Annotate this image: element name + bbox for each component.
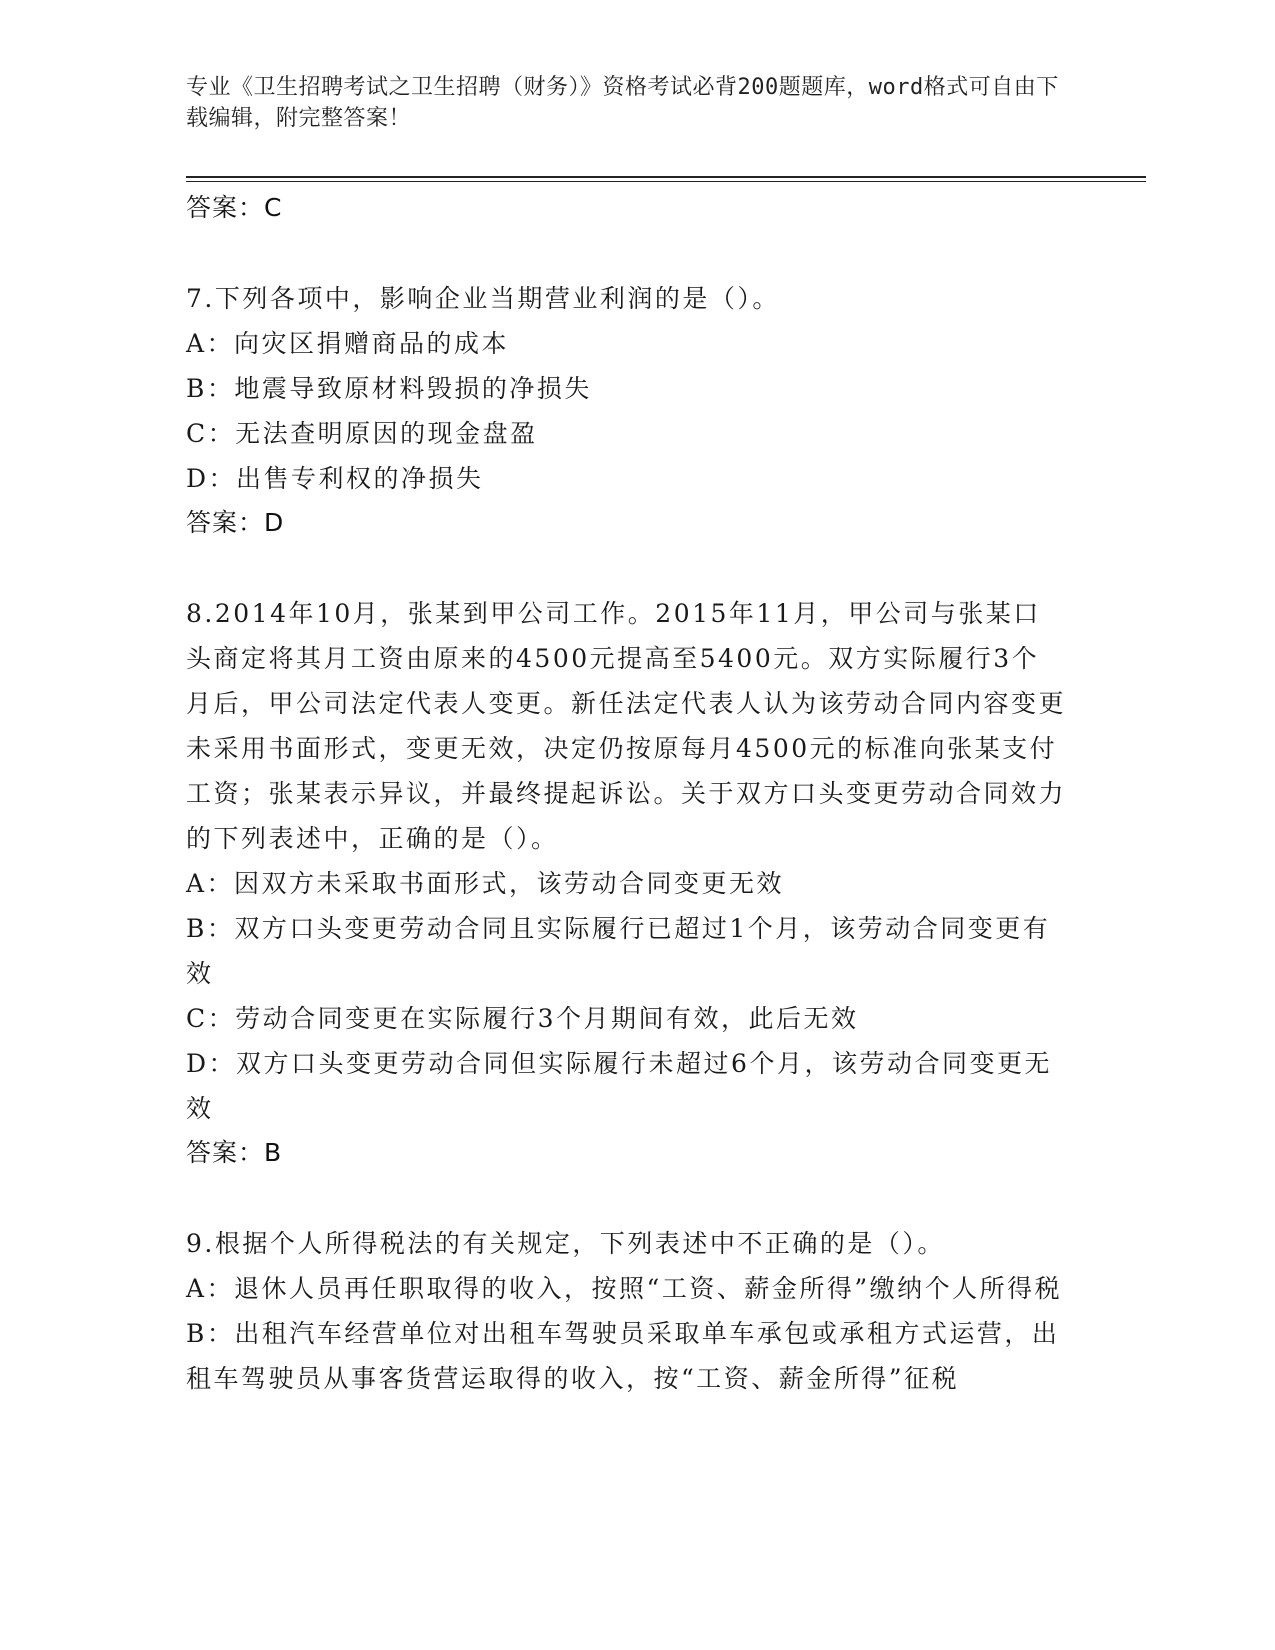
question-8-option-d: D：双方口头变更劳动合同但实际履行未超过6个月，该劳动合同变更无效	[186, 1049, 1052, 1123]
question-8	[186, 591, 1066, 1175]
question-7-option-c: C：无法查明原因的现金盘盈	[186, 419, 538, 448]
question-8-option-c: C：劳动合同变更在实际履行3个月期间有效，此后无效	[186, 1004, 859, 1033]
spacer	[186, 545, 1066, 591]
header-divider-thick	[186, 176, 1146, 178]
header-divider-thin	[186, 181, 1146, 182]
question-7-option-b: B：地震导致原材料毁损的净损失	[186, 374, 592, 403]
question-8-option-a: A：因双方未采取书面形式，该劳动合同变更无效	[186, 869, 785, 898]
question-9-option-a: A：退休人员再任职取得的收入，按照“工资、薪金所得”缴纳个人所得税	[186, 1274, 1063, 1303]
question-8-option-b: B：双方口头变更劳动合同且实际履行已超过1个月，该劳动合同变更有效	[186, 914, 1051, 988]
question-9	[186, 1221, 1066, 1401]
question-7-stem: 7.下列各项中，影响企业当期营业利润的是（）。	[186, 284, 780, 313]
question-8-answer: 答案：B	[186, 1138, 283, 1167]
question-8-stem: 8.2014年10月，张某到甲公司工作。2015年11月，甲公司与张某口头商定将其月工资由原来的4500元提高至5400元。双方实际履行3个月后，甲公司法定代表人变更。新任法定代表人认为该劳动合同内容变更未采用书面形式，变更无效，决定仍按原每月4500元的标准向张某支付工资；张某表示异议，并最终提起诉讼。关于双方口头变更劳动合同效力的下列表述中，正确的是（）。	[186, 599, 1067, 853]
question-7-answer: 答案：D	[186, 508, 285, 537]
question-9-stem: 9.根据个人所得税法的有关规定，下列表述中不正确的是（）。	[186, 1229, 945, 1258]
question-content	[186, 186, 1066, 1401]
question-7-option-a: A：向灾区捐赠商品的成本	[186, 329, 510, 358]
question-7-option-d: D：出售专利权的净损失	[186, 464, 484, 493]
page-header: 专业《卫生招聘考试之卫生招聘（财务）》资格考试必背200题题库，word格式可自由下载编辑，附完整答案！	[186, 75, 1059, 131]
question-9-option-b: B：出租汽车经营单位对出租车驾驶员采取单车承包或承租方式运营，出租车驾驶员从事客货营运取得的收入，按“工资、薪金所得”征税	[186, 1319, 1060, 1393]
spacer	[186, 230, 1066, 276]
spacer	[186, 1175, 1066, 1221]
answer-line-prev: 答案：C	[186, 193, 283, 222]
question-7	[186, 276, 1066, 545]
